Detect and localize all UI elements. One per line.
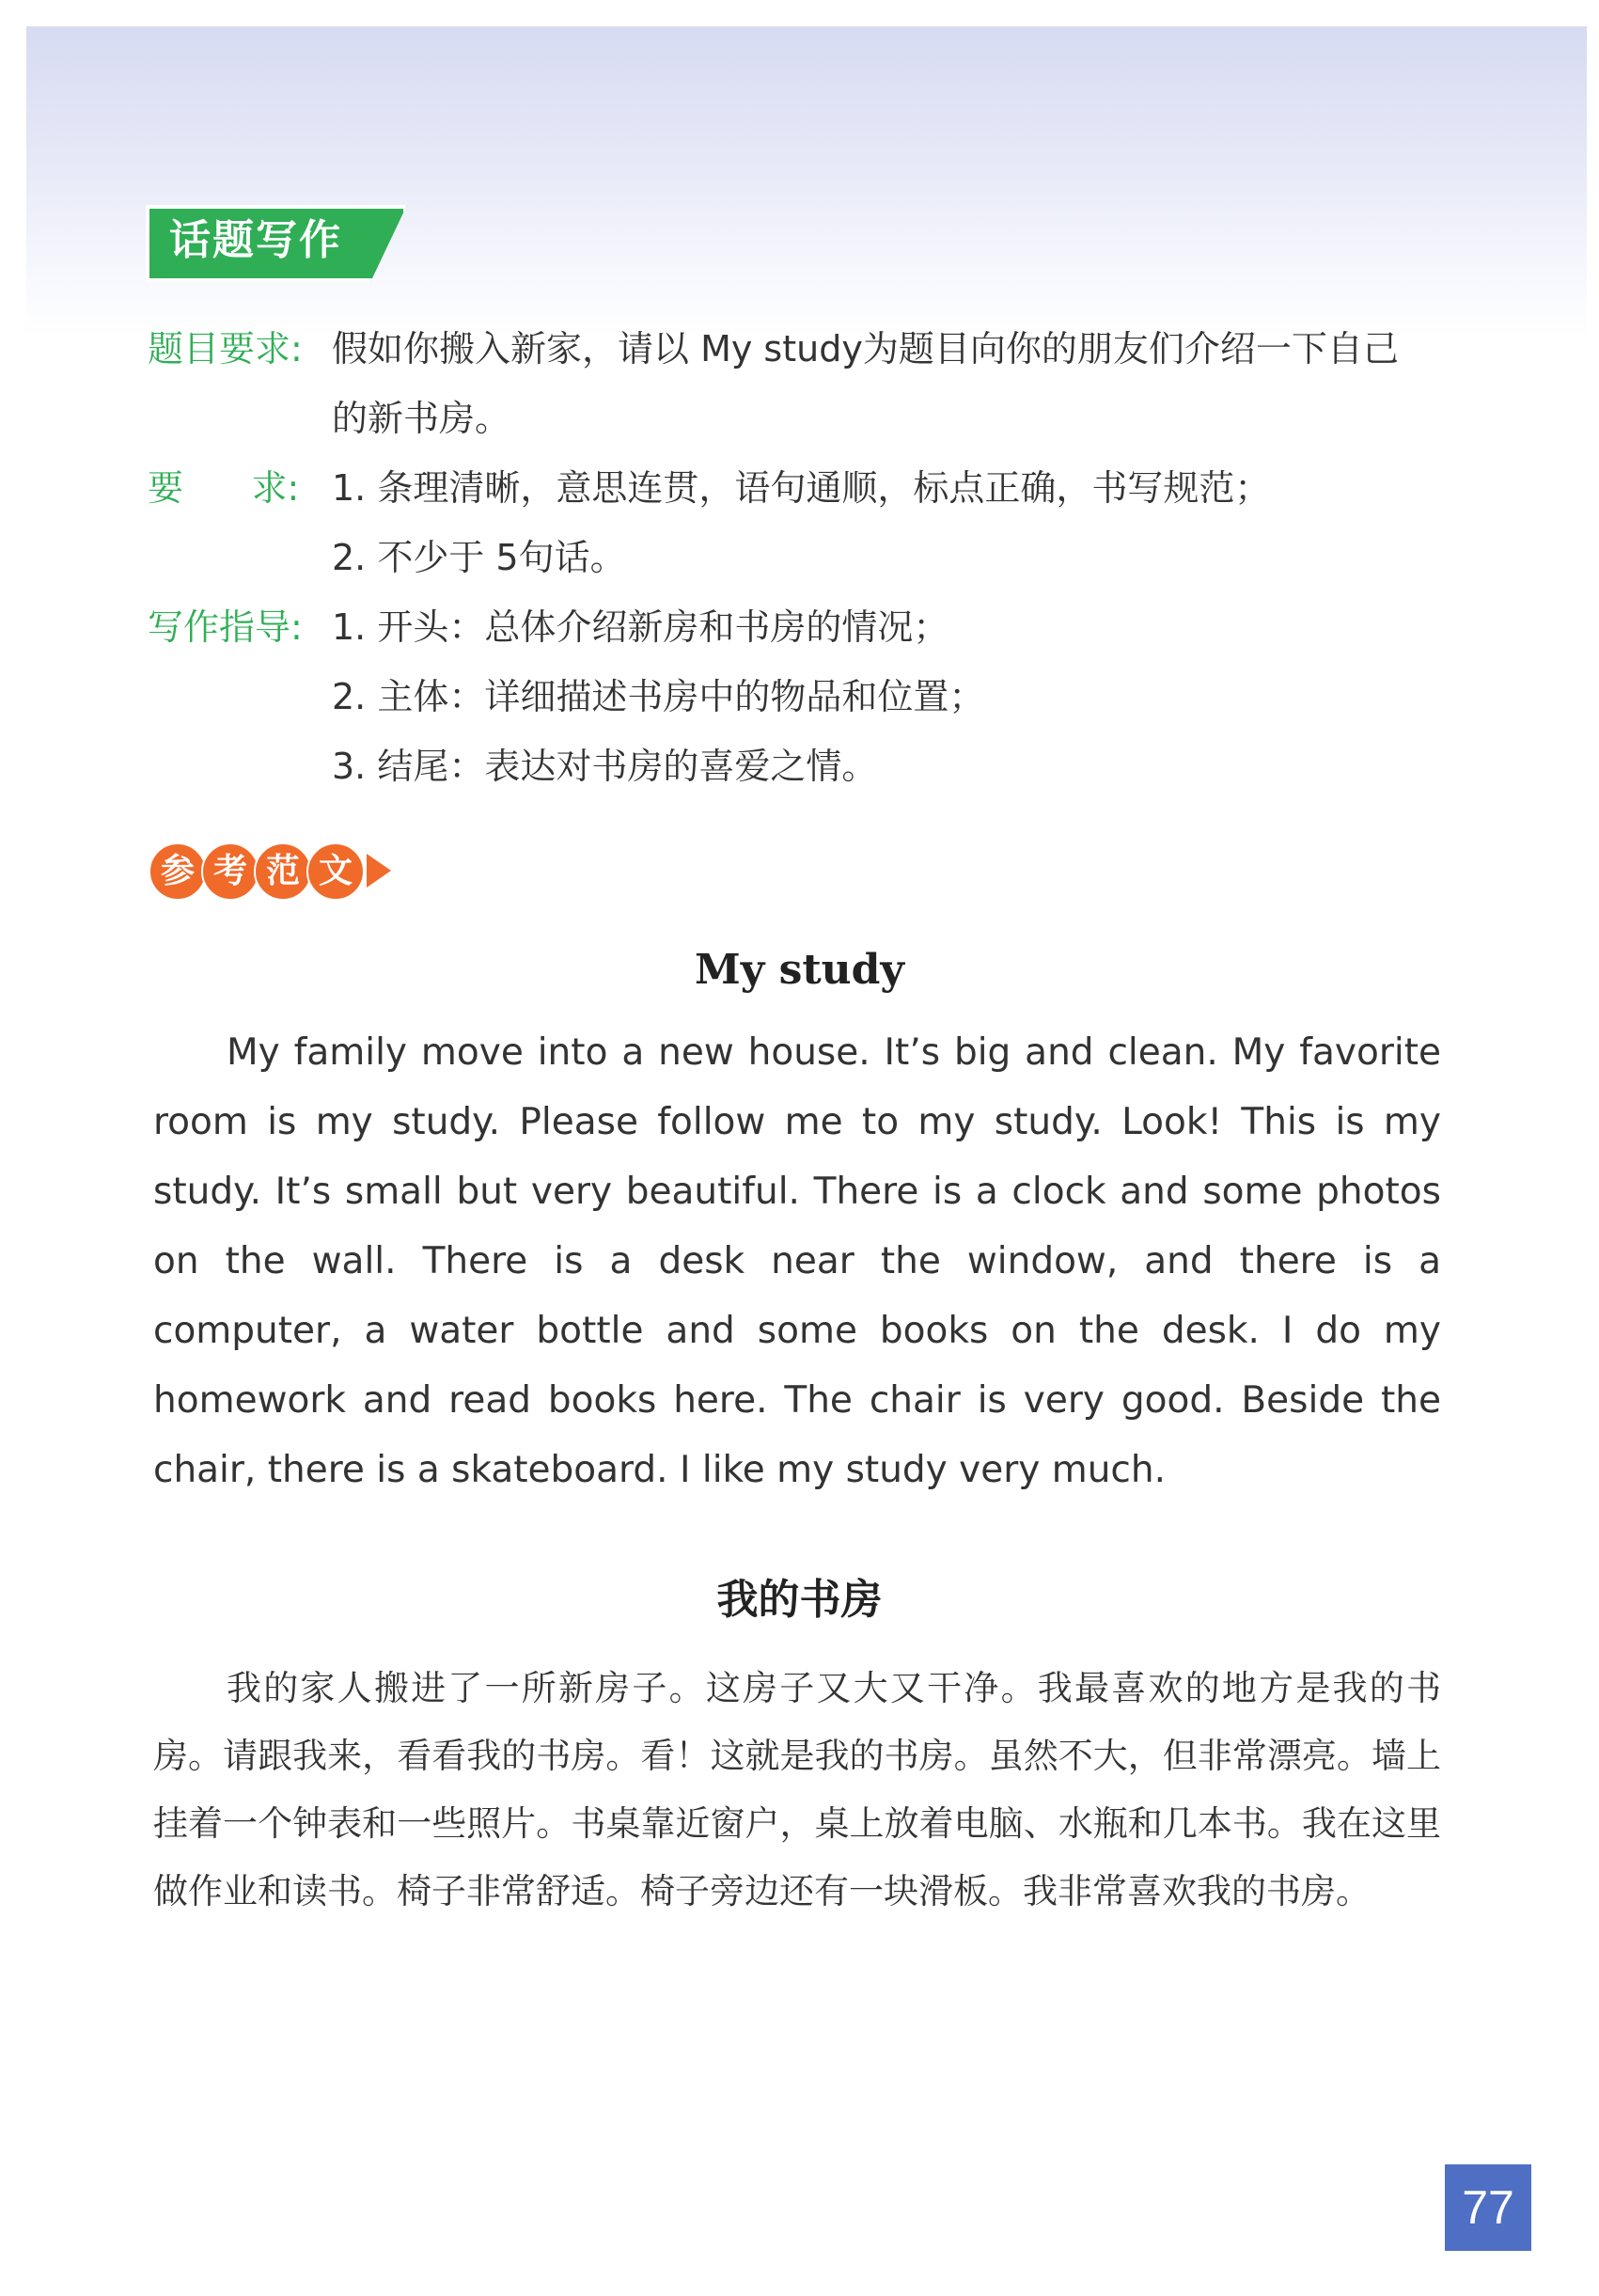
topic-label: 题目要求: (148, 328, 303, 370)
reference-char-3: 范 (254, 842, 312, 901)
requirement-item-1: 1. 条理清晰，意思连贯，语句通顺，标点正确，书写规范； (332, 467, 1271, 509)
page-number: 77 (1445, 2164, 1531, 2251)
requirements-label: 要 求: (148, 467, 300, 509)
header-background (26, 26, 1587, 337)
reference-char-4: 文 (306, 842, 365, 901)
guidance-item-3: 3. 结尾：表达对书房的喜爱之情。 (332, 746, 878, 787)
guidance-item-1: 1. 开头：总体介绍新房和书房的情况； (332, 606, 949, 648)
section-badge-label: 话题写作 (169, 216, 342, 264)
topic-line-2: 的新书房。 (332, 398, 511, 439)
reference-badge (149, 842, 402, 901)
reference-char-2: 考 (201, 842, 259, 901)
essay-body-en: My family move into a new house. It’s big and clean. My favorite room is my study. Please follow me to my study. Look! This is my study. It’s small but very beautiful. There is a clock and some photos on the wall. There is a desk near the window, and there is a computer, a water bottle and some books on the desk. I do my homework and read books here. The chair is very good. Beside the chair, there is a skateboard. I like my study very much. (153, 1031, 1441, 1491)
topic-line-1: 假如你搬入新家，请以 My study为题目向你的朋友们介绍一下自己 (332, 328, 1399, 370)
essay-body-zh: 我的家人搬进了一所新房子。这房子又大又干净。我最喜欢的地方是我的书房。请跟我来，看看我的书房。看！这就是我的书房。虽然不大，但非常漂亮。墙上挂着一个钟表和一些照片。书桌靠近窗户，桌上放着电脑、水瓶和几本书。我在这里做作业和读书。椅子非常舒适。椅子旁边还有一块滑板。我非常喜欢我的书房。 (153, 1668, 1441, 1911)
reference-char-1: 参 (149, 842, 207, 901)
arrow-right-icon (367, 854, 391, 888)
guidance-item-2: 2. 主体：详细描述书房中的物品和位置； (332, 676, 985, 717)
requirement-item-2: 2. 不少于 5句话。 (332, 537, 626, 578)
guidance-label: 写作指导: (148, 606, 303, 648)
essay-title-zh: 我的书房 (716, 1576, 883, 1624)
essay-title-en: My study (694, 946, 904, 994)
